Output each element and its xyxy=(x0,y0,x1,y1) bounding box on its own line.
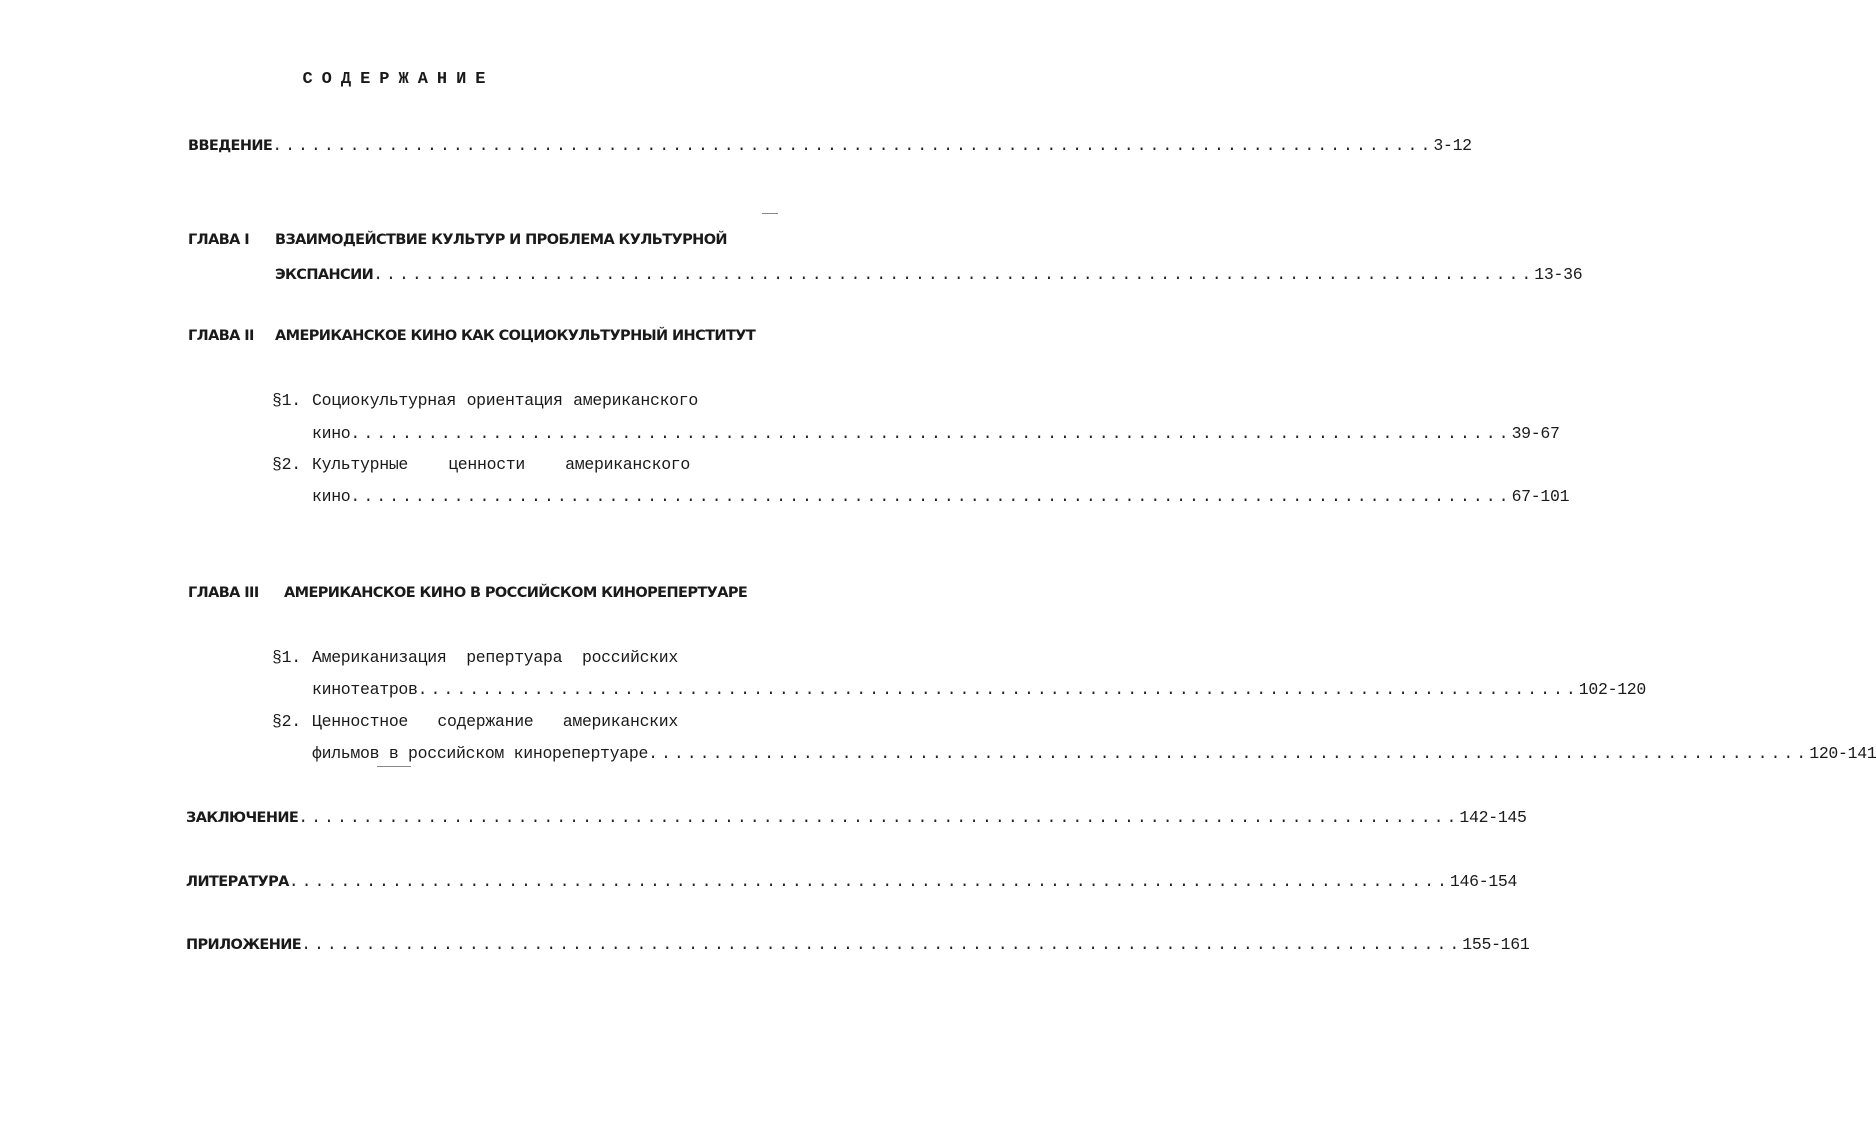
section-number: §1. xyxy=(272,391,301,410)
section-pages: 39-67 xyxy=(1511,424,1560,443)
section-word: американского xyxy=(565,455,690,474)
leader-dots: .......................................................................................... xyxy=(301,935,1463,954)
section-number: §2. xyxy=(272,455,301,474)
toc-entry-chapter3-section2 xyxy=(312,744,1876,763)
section-title-line1 xyxy=(312,391,698,410)
section-title-line1 xyxy=(312,455,690,474)
appendix-pages: 155-161 xyxy=(1462,935,1530,954)
section-word: ориентация xyxy=(466,391,563,410)
section-pages: 102-120 xyxy=(1578,680,1646,699)
scan-mark xyxy=(377,766,411,767)
section-title-line2: фильмов в российском кинорепертуаре xyxy=(312,744,649,763)
leader-dots: .......................................................................................... xyxy=(373,265,1535,284)
conclusion-label: ЗАКЛЮЧЕНИЕ xyxy=(186,810,299,826)
toc-title: СОДЕРЖАНИЕ xyxy=(302,70,495,89)
section-word: репертуара xyxy=(466,648,563,667)
section-word: американского xyxy=(573,391,698,410)
section-word: Американизация xyxy=(312,648,447,667)
section-word: американских xyxy=(562,712,678,731)
literature-pages: 146-154 xyxy=(1449,872,1518,891)
section-title-line2: кино xyxy=(312,424,351,443)
section-title-line1 xyxy=(312,648,678,667)
chapter3-title: АМЕРИКАНСКОЕ КИНО В РОССИЙСКОМ КИНОРЕПЕРТУАРЕ xyxy=(284,585,748,601)
appendix-label: ПРИЛОЖЕНИЕ xyxy=(186,937,302,953)
toc-entry-chapter3-section1 xyxy=(312,680,1646,699)
section-word: Культурные xyxy=(312,455,409,474)
section-word: ценности xyxy=(448,455,526,474)
chapter2-title: АМЕРИКАНСКОЕ КИНО КАК СОЦИОКУЛЬТУРНЫЙ ИНСТИТУТ xyxy=(275,328,756,344)
section-pages: 67-101 xyxy=(1511,487,1570,506)
leader-dots: .......................................................................................... xyxy=(417,680,1579,699)
leader-dots: .......................................................................................... xyxy=(350,424,1512,443)
conclusion-pages: 142-145 xyxy=(1459,808,1527,827)
leader-dots: .......................................................................................... xyxy=(288,872,1450,891)
section-number: §2. xyxy=(272,712,301,731)
intro-pages: 3-12 xyxy=(1433,136,1472,155)
chapter1-title-line2: ЭКСПАНСИИ xyxy=(275,267,374,283)
section-title-line1 xyxy=(312,712,678,731)
leader-dots: .......................................................................................... xyxy=(272,136,1434,155)
toc-entry-chapter1 xyxy=(275,265,1583,284)
section-word: Ценностное xyxy=(312,712,409,731)
toc-entry-intro xyxy=(188,136,1472,155)
chapter2-label: ГЛАВА II xyxy=(188,328,254,344)
section-number: §1. xyxy=(272,648,301,667)
chapter1-label: ГЛАВА I xyxy=(188,232,250,248)
leader-dots: .......................................................................................... xyxy=(648,744,1810,763)
section-word: российских xyxy=(581,648,678,667)
chapter1-pages: 13-36 xyxy=(1534,265,1583,284)
section-pages: 120-141 xyxy=(1809,744,1876,763)
literature-label: ЛИТЕРАТУРА xyxy=(186,874,289,890)
scan-mark xyxy=(762,213,778,214)
section-word: Социокультурная xyxy=(312,391,457,410)
section-title-line2: кинотеатров xyxy=(312,680,418,699)
intro-label: ВВЕДЕНИЕ xyxy=(188,138,273,154)
toc-entry-chapter2-section1 xyxy=(312,424,1560,443)
chapter3-label: ГЛАВА III xyxy=(188,585,259,601)
section-word: содержание xyxy=(437,712,534,731)
toc-entry-appendix xyxy=(186,935,1530,954)
chapter1-title-line1: ВЗАИМОДЕЙСТВИЕ КУЛЬТУР И ПРОБЛЕМА КУЛЬТУРНОЙ xyxy=(275,232,727,248)
toc-entry-literature xyxy=(186,872,1518,891)
toc-entry-chapter2-section2 xyxy=(312,487,1570,506)
leader-dots: .......................................................................................... xyxy=(350,487,1512,506)
section-title-line2: кино xyxy=(312,487,351,506)
leader-dots: .......................................................................................... xyxy=(298,808,1460,827)
toc-entry-conclusion xyxy=(186,808,1527,827)
